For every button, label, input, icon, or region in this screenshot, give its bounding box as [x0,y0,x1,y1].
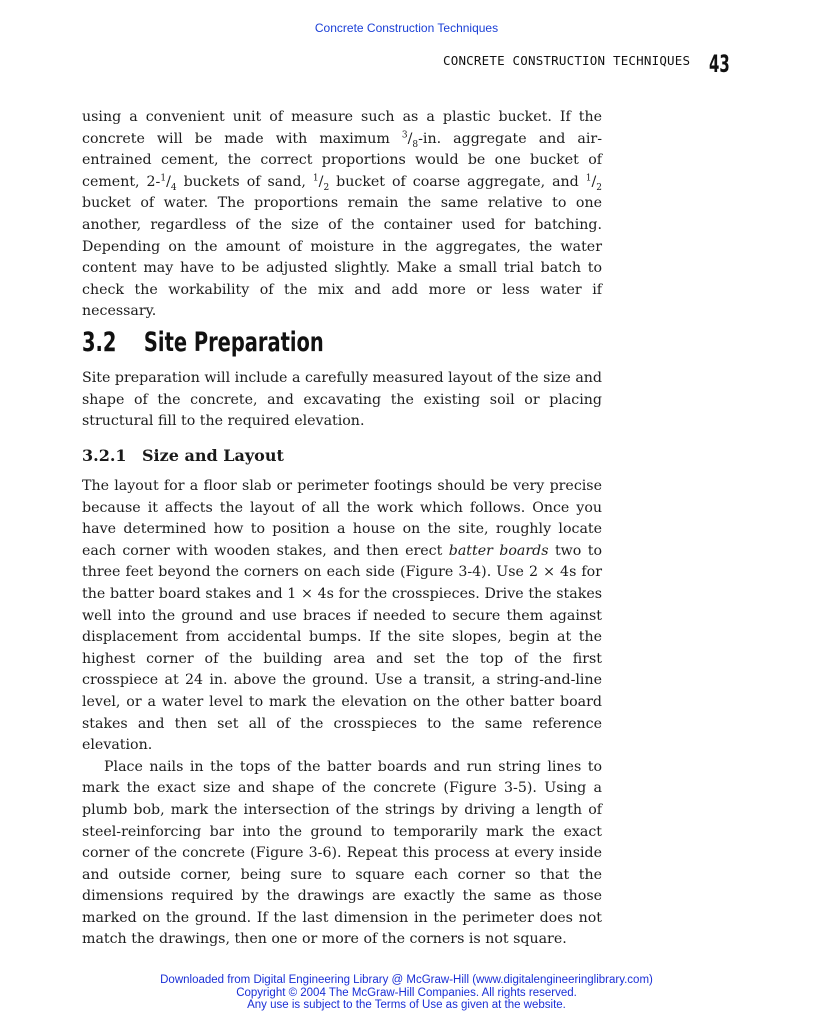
footer-download-link[interactable]: Downloaded from Digital Engineering Library @ McGraw-Hill (www.digitalengineeringlibrary.com) [160,974,653,986]
subsection-title: Size and Layout [142,446,284,465]
subsection-number: 3.2.1 [82,446,127,465]
subsection-paragraph-1: The layout for a floor slab or perimeter footings should be very precise because it affects the layout of all the work which follows. Once you have determined how to position a house on the site, roughly locate each corner with wooden stakes, and then erect batter boards two to three feet beyond the corners on each side (Figure 3-4). Use 2 × 4s for the batter board stakes and 1 × 4s for the crosspieces. Drive the stakes well into the ground and use braces if needed to secure them against displacement from accidental bumps. If the site slopes, begin at the highest corner of the building area and set the top of the first crosspiece at 24 in. above the ground. Use a transit, a string-and-line level, or a water level to mark the elevation on the other batter board stakes and then set all of the crosspieces to the same reference elevation. [82,478,603,754]
footer [0,974,813,1012]
footer-copyright: Copyright © 2004 The McGraw-Hill Companies. All rights reserved. [236,986,577,999]
section-number: 3.2 [82,327,117,358]
subsection-paragraph-2: Place nails in the tops of the batter boards and run string lines to mark the exact size and shape of the concrete (Figure 3-5). Using a plumb bob, mark the intersection of the strings by driving a length of steel-reinforcing bar into the ground to temporarily mark the exact corner of the concrete (Figure 3-6). Repeat this process at every inside and outside corner, being sure to square each corner so that the dimensions required by the drawings are exactly the same as those marked on the ground. If the last dimension in the perimeter does not match the drawings, then one or more of the corners is not square. [82,758,602,948]
top-title-link[interactable]: Concrete Construction Techniques [314,21,499,35]
subsection-body [82,476,602,951]
intro-paragraph-block [82,107,602,323]
section-title: Site Preparation [143,327,324,358]
section-paragraph-block [82,368,602,433]
section-paragraph: Site preparation will include a carefully measured layout of the size and shape of the concrete, and excavating the existing soil or placing structural fill to the required elevation. [82,370,602,430]
intro-paragraph: using a convenient unit of measure such as a plastic bucket. If the concrete will be made with maximum $^3/_8-in$. aggregate and air-entrained cement, the correct proportions would be one bucket of cement, $2-^1/_4$ buckets of sand, $^1/_2$ bucket of coarse aggregate, and $^1/_2$ bucket of water. The proportions remain the same relative to one another, regardless of the size of the container used for batching. Depending on the amount of moisture in the aggregates, the water content may have to be adjusted slightly. Make a small trial batch to check the workability of the mix and add more or less water if necessary. [82,109,603,320]
subsection-heading [82,446,284,465]
footer-terms[interactable]: Any use is subject to the Terms of Use as given at the website. [247,999,566,1011]
page-number: 43 [709,50,730,78]
batter-boards-term: batter boards [448,542,549,559]
section-heading [82,327,324,358]
running-head: CONCRETE CONSTRUCTION TECHNIQUES [443,53,691,68]
